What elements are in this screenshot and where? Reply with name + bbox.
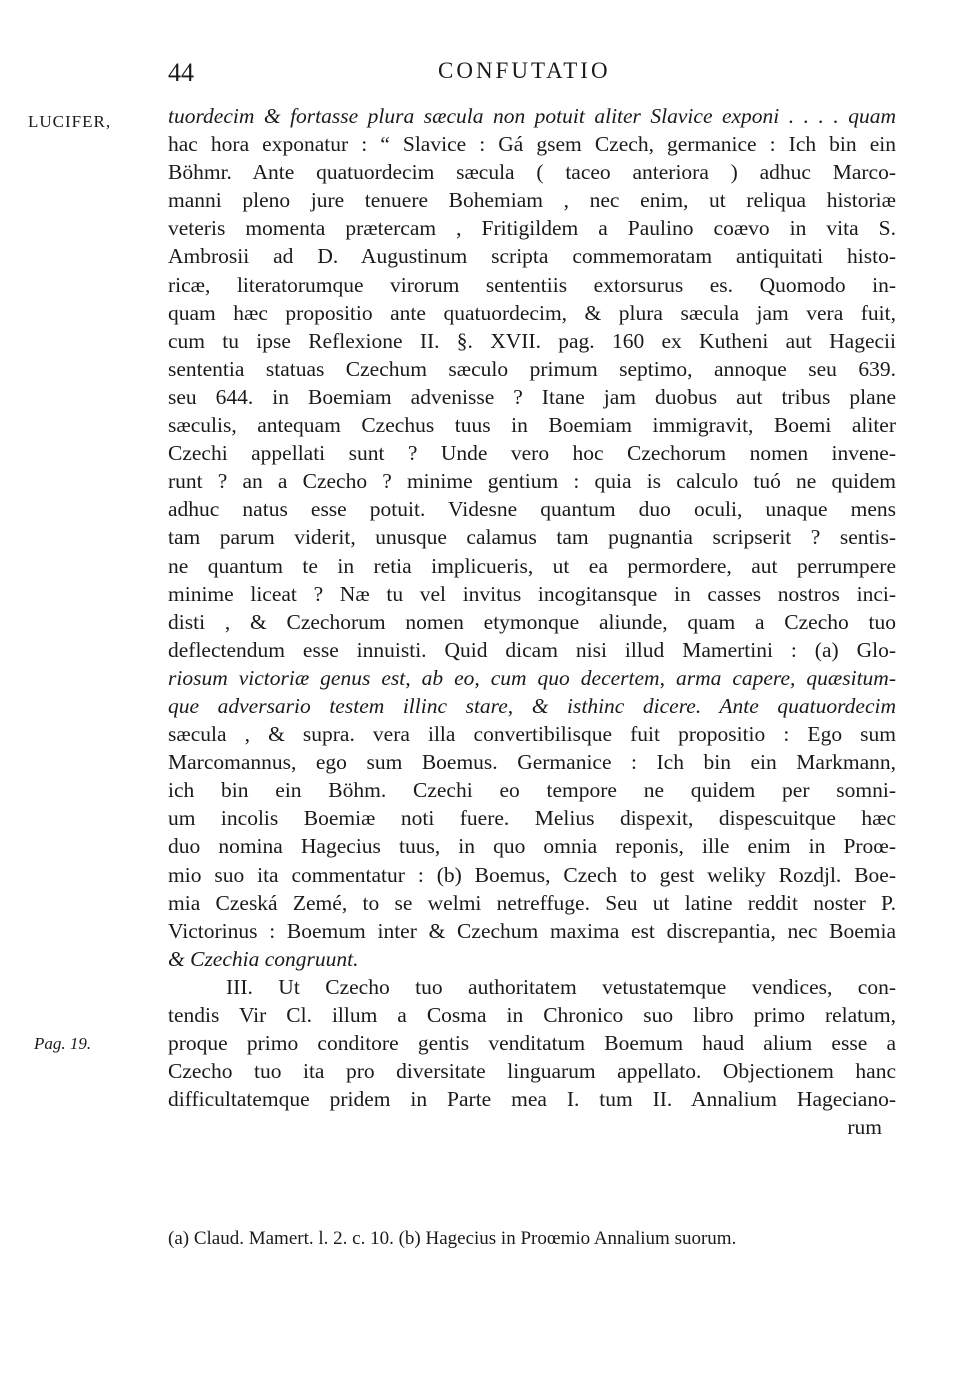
text-line: Czechi appellati sunt ? Unde vero hoc Czechorum nomen invene- [168,441,896,466]
body-text [168,104,896,1143]
text-line: tam parum viderit, unusque calamus tam pugnantia scripserit ? sentis- [168,525,896,550]
margin-note-lucifer: LUCIFER, [28,112,112,131]
text-line: Marcomannus, ego sum Boemus. Germanice : Ich bin ein Markmann, [168,750,896,775]
footnote: (a) Claud. Mamert. l. 2. c. 10. (b) Hagecius in Proœmio Annalium suorum. [168,1228,737,1249]
page-number: 44 [168,58,194,87]
running-title: CONFUTATIO [438,58,611,83]
text-line: adhuc natus esse potuit. Videsne quantum duo oculi, unaque mens [168,497,896,522]
text-line: quam hæc propositio ante quatuordecim, & plura sæcula jam vera fuit, [168,300,896,325]
text-line: minime liceat ? Næ tu vel invitus incogitansque in casses nostros inci- [168,581,896,606]
text-line: hac hora exponatur : “ Slavice : Gá gsem Czech, germanice : Ich bin ein [168,132,896,157]
text-line: mia Czeská Zemé, to se welmi netreffuge. Seu ut latine reddit noster P. [168,890,896,915]
text-line: veteris momenta prætercam , Fritigildem a Paulino coævo in vita S. [168,216,896,241]
text-line: Victorinus : Boemum inter & Czechum maxima est discrepantia, nec Boemia [168,918,896,943]
text-line: proque primo conditore gentis venditatum Boemum haud alium esse a [168,1031,896,1056]
text-line: duo nomina Hagecius tuus, in quo omnia reponis, ille enim in Proœ- [168,834,896,859]
text-line: tuordecim & fortasse plura sæcula non potuit aliter Slavice exponi . . . . quam [168,104,896,128]
text-line: um incolis Boemiæ noti fuere. Melius dispexit, dispescuitque hæc [168,806,896,831]
text-line: & Czechia congruunt. [168,946,359,971]
text-line: Ambrosii ad D. Augustinum scripta commemoratam antiquitati histo- [168,244,896,269]
text-line: ich bin ein Böhm. Czechi eo tempore ne quidem per somni- [168,778,896,803]
text-line: sæculis, antequam Czechus tuus in Boemiam immigravit, Boemi aliter [168,413,896,438]
text-line: tendis Vir Cl. illum a Cosma in Chronico suo libro primo relatum, [168,1003,896,1027]
text-line: deflectendum esse innuisti. Quid dicam nisi illud Mamertini : (a) Glo- [168,637,896,662]
text-line: difficultatemque pridem in Parte mea I. tum II. Annalium Hageciano- [168,1087,896,1112]
text-line: que adversario testem illinc stare, & isthinc dicere. Ante quatuordecim [168,693,896,718]
text-line: III. Ut Czecho tuo authoritatem vetustatemque vendices, con- [226,974,896,999]
text-line: runt ? an a Czecho ? minime gentium : quia is calculo tuó ne quidem [168,469,896,494]
text-line: disti , & Czechorum nomen etymonque aliunde, quam a Czecho tuo [168,609,896,634]
text-line: sæcula , & supra. vera illa convertibilisque fuit propositio : Ego sum [168,722,896,747]
text-line: seu 644. in Boemiam advenisse ? Itane jam duobus aut tribus plane [168,384,896,409]
text-line: riosum victoriæ genus est, ab eo, cum quo decertem, arma capere, quæsitum- [168,665,896,690]
text-line: Böhmr. Ante quatuordecim sæcula ( taceo anteriora ) adhuc Marco- [168,160,896,185]
margin-note-page-ref: Pag. 19. [34,1034,92,1053]
text-line: ne quantum te in retia implicueris, ut ea permordere, aut perrumpere [168,553,896,578]
text-line: Czecho tuo ita pro diversitate linguarum appellato. Objectionem hanc [168,1059,896,1084]
text-line: manni pleno jure tenuere Bohemiam , nec enim, ut reliqua historiæ [168,188,896,213]
text-line: cum tu ipse Reflexione II. §. XVII. pag. 160 ex Kutheni aut Hagecii [168,328,896,353]
text-line: sententia statuas Czechum sæculo primum septimo, annoque seu 639. [168,356,896,381]
text-line: mio suo ita commentatur : (b) Boemus, Czech to gest weliky Rozdjl. Boe- [168,862,896,887]
catchword: rum [847,1115,882,1140]
text-line: ricæ, literatorumque virorum sententiis extorsurus es. Quomodo in- [168,272,896,297]
